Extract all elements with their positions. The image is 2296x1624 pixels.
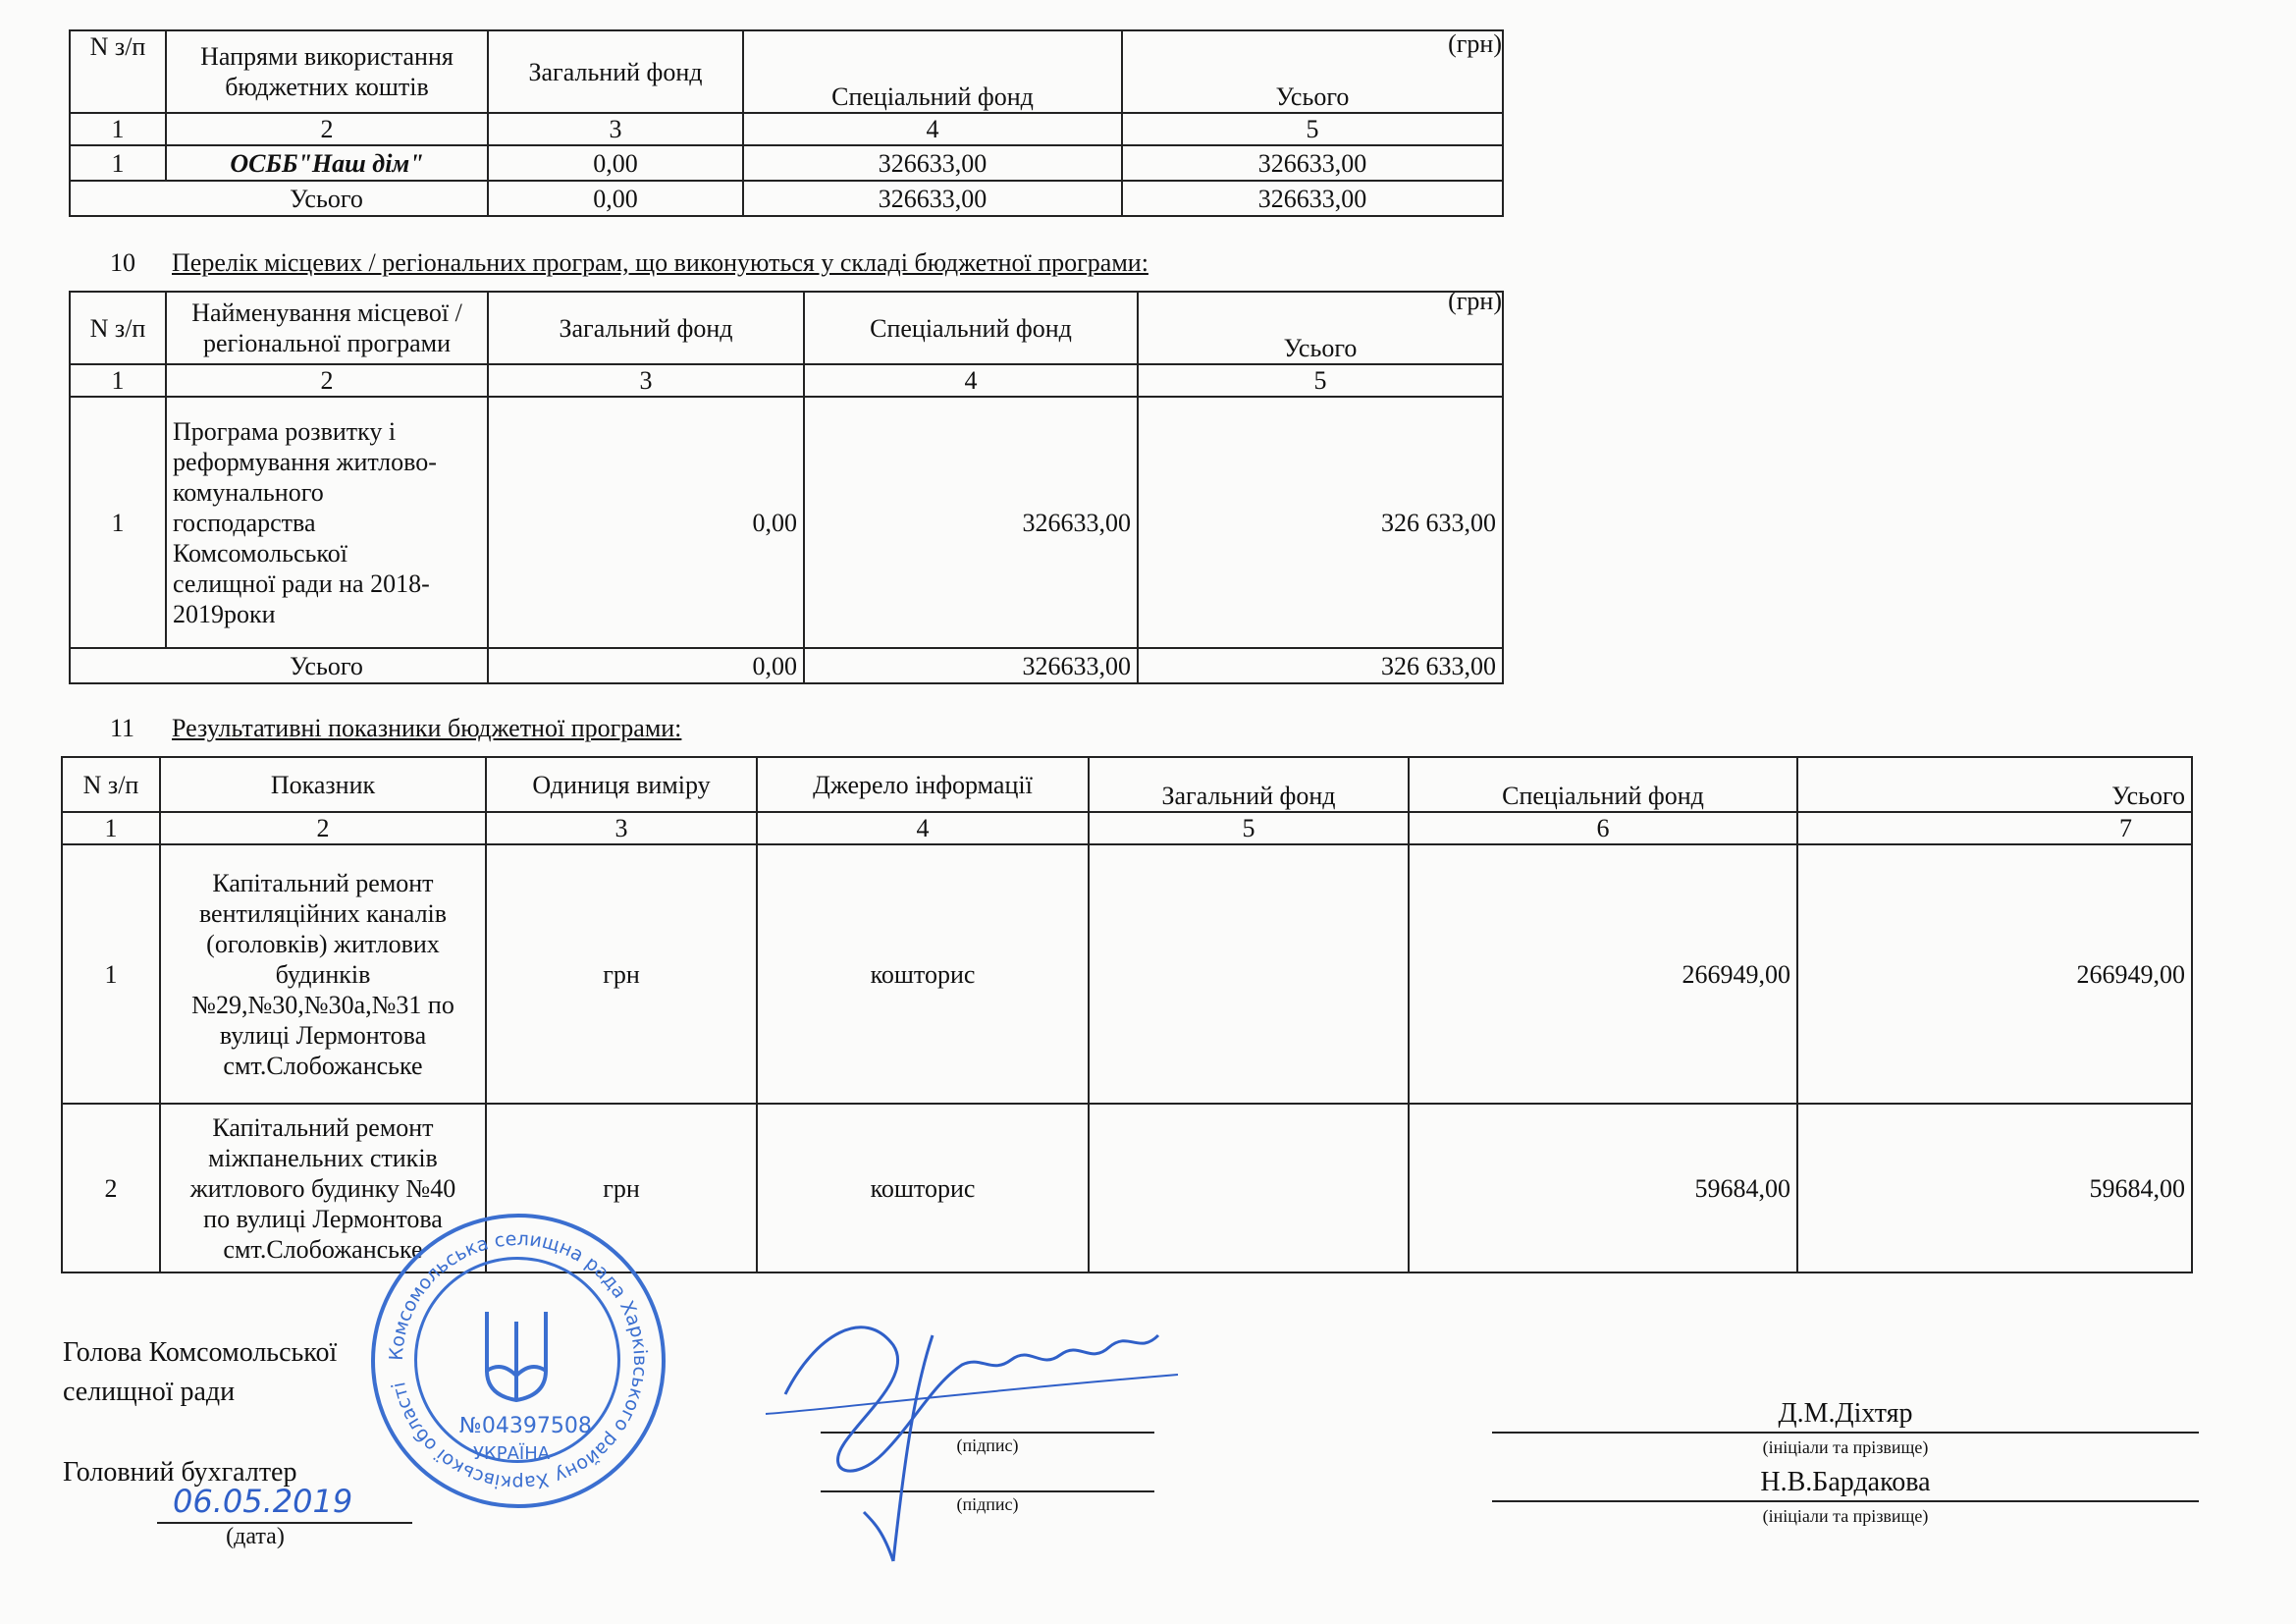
head-signature-caption: (підпис) [956,1435,1019,1455]
head-title [63,1333,337,1412]
column-number: 5 [1089,812,1409,844]
row-number: 1 [70,145,166,181]
column-number: 5 [1122,113,1503,145]
total-label: Усього [166,648,488,683]
column-number: 2 [166,364,488,397]
name-line: житлового будинку №40 [189,1173,456,1203]
section-title: Результативні показники бюджетної програми: [172,714,682,742]
total-special: 326633,00 [804,648,1138,683]
header-cell: Одиниця виміру [486,757,757,812]
column-number: 3 [488,113,743,145]
name-line: комунального [173,477,324,507]
signature-scribble-icon [746,1276,1198,1581]
row-total: 59684,00 [1797,1104,2192,1272]
column-number: 4 [743,113,1122,145]
name-line: по вулиці Лермонтова [203,1204,443,1233]
total-general: 0,00 [488,648,804,683]
header-cell: Джерело інформації [757,757,1089,812]
head-name: Д.М.Діхтяр [1778,1398,1913,1429]
name-line: Програма розвитку і [173,416,397,446]
row-source: кошторис [757,844,1089,1104]
name-line: господарства [173,508,316,537]
row-special: 59684,00 [1409,1104,1797,1272]
official-stamp-icon [371,1214,666,1508]
row-general [1089,1104,1409,1272]
header-cell: Загальний фонд [488,292,804,364]
header-cell: N з/п [70,30,166,113]
section-number: 10 [110,248,135,277]
table-performance-indicators [61,756,2193,1273]
trident-icon [477,1302,556,1410]
row-number: 2 [62,1104,160,1272]
row-special: 326633,00 [743,145,1122,181]
accountant-name-caption: (ініціали та прізвище) [1762,1506,1929,1526]
date-handwritten: 06.05.2019 [173,1483,353,1520]
total-total: 326633,00 [1122,181,1503,216]
header-cell: Показник [160,757,486,812]
header-cell: Усього [1138,292,1503,364]
accountant-name-line [1492,1500,2199,1502]
name-line: реформування житлово- [173,447,437,476]
head-name-line [1492,1432,2199,1434]
row-name [160,844,486,1104]
svg-text:Комсомольська селищна рада Хар: Комсомольська селищна рада Харківського району Харківської області [385,1227,652,1494]
stamp-country: УКРАЇНА [473,1443,551,1464]
accountant-signature-caption: (підпис) [956,1494,1019,1514]
name-line: Комсомольської [173,538,347,568]
section-title: Перелік місцевих / регіональних програм, що виконуються у складі бюджетної програми: [172,248,1148,277]
column-number: 1 [70,364,166,397]
name-line: вулиці Лермонтова [219,1020,427,1050]
row-special: 326633,00 [804,397,1138,648]
name-line: смт.Слобожанське [223,1051,423,1080]
row-special: 266949,00 [1409,844,1797,1104]
date-caption: (дата) [226,1524,285,1549]
column-number: 5 [1138,364,1503,397]
table-row [62,844,2192,1104]
header-cell: N з/п [70,292,166,364]
total-special: 326633,00 [743,181,1122,216]
column-number: 1 [62,812,160,844]
header-cell: Загальний фонд [488,30,743,113]
header-cell: Спеціальний фонд [804,292,1138,364]
name-line: міжпанельних стиків [208,1143,438,1172]
name-line: №29,№30,№30а,№31 по [191,990,454,1019]
header-cell: N з/п [62,757,160,812]
stamp-number: №04397508 [459,1414,592,1438]
total-general: 0,00 [488,181,743,216]
row-unit: грн [486,844,757,1104]
column-number: 7 [1797,812,2192,844]
column-number: 2 [160,812,486,844]
row-name [166,397,488,648]
row-unit: грн [486,1104,757,1272]
name-line: будинків [275,959,371,989]
table-row [70,145,1503,181]
name-line: 2019роки [173,599,276,628]
name-line: Капітальний ремонт [212,868,434,897]
row-total: 326 633,00 [1138,397,1503,648]
name-line: селищної ради на 2018- [173,568,430,598]
row-number: 1 [70,397,166,648]
column-number: 3 [486,812,757,844]
head-name-caption: (ініціали та прізвище) [1762,1437,1929,1457]
row-general [1089,844,1409,1104]
row-general: 0,00 [488,397,804,648]
unit-label: (грн) [1448,287,1502,315]
column-number: 3 [488,364,804,397]
total-total: 326 633,00 [1138,648,1503,683]
name-line: Капітальний ремонт [212,1112,434,1142]
row-total: 266949,00 [1797,844,2192,1104]
header-cell: Усього [1797,757,2192,812]
row-name: ОСББ"Наш дім" [166,145,488,181]
head-title-line: Голова Комсомольської [63,1337,338,1368]
total-row [70,181,1503,216]
accountant-title: Головний бухгалтер [63,1457,297,1488]
header-cell: Найменування місцевої / регіональної програми [166,292,488,364]
header-cell: Спеціальний фонд [743,30,1122,113]
table-local-programs [69,291,1504,684]
name-line: смт.Слобожанське [223,1234,423,1264]
column-number: 2 [166,113,488,145]
row-general: 0,00 [488,145,743,181]
total-row [70,648,1503,683]
header-cell: Загальний фонд [1089,757,1409,812]
total-label: Усього [166,181,488,216]
column-number: 4 [757,812,1089,844]
header-cell: Спеціальний фонд [1409,757,1797,812]
header-cell: Усього [1122,30,1503,113]
section-number: 11 [110,714,135,742]
header-cell: Напрями використання бюджетних коштів [166,30,488,113]
accountant-name: Н.В.Бардакова [1760,1467,1931,1497]
column-number: 1 [70,113,166,145]
row-source: кошторис [757,1104,1089,1272]
row-number: 1 [62,844,160,1104]
head-title-line: селищної ради [63,1377,236,1407]
row-total: 326633,00 [1122,145,1503,181]
column-number: 6 [1409,812,1797,844]
table-budget-directions [69,29,1504,217]
column-number: 4 [804,364,1138,397]
name-line: вентиляційних каналів [198,898,448,928]
table-row [70,397,1503,648]
unit-label: (грн) [1448,29,1502,58]
name-line: (оголовків) житлових [206,929,440,958]
